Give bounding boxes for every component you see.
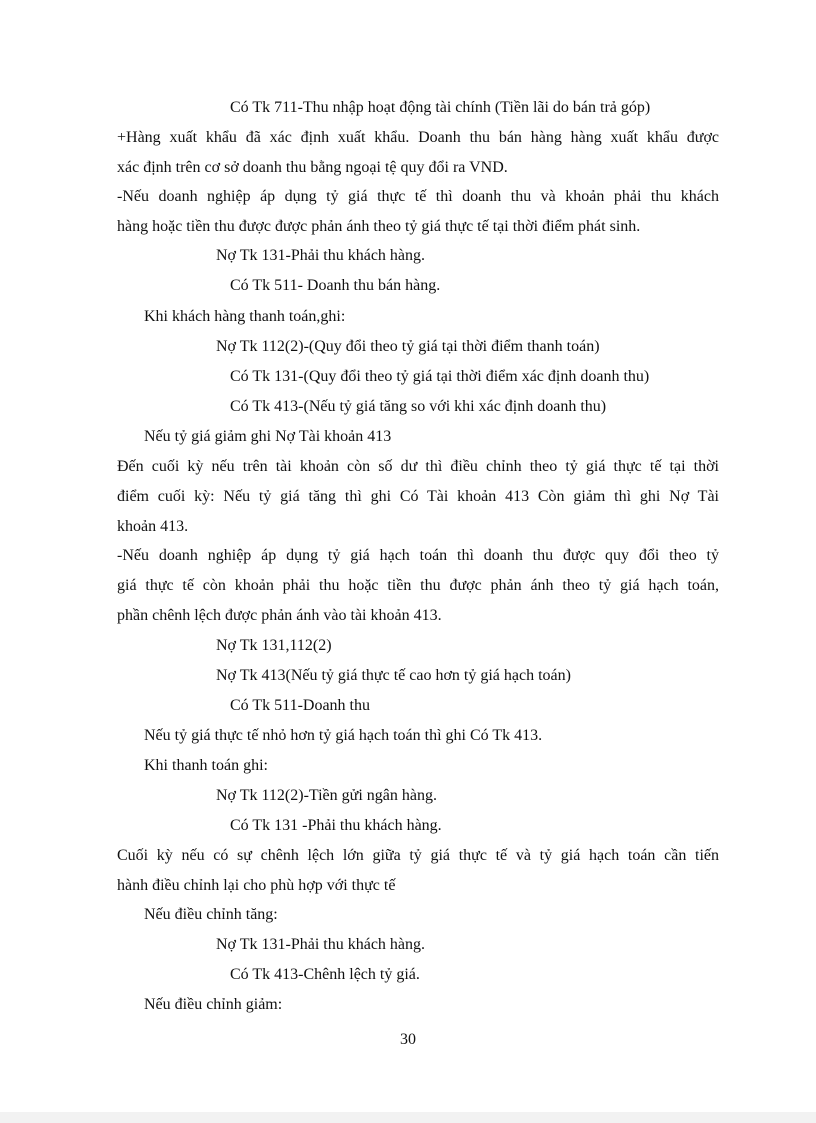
text-line: điểm cuối kỳ: Nếu tỷ giá tăng thì ghi Có Tài khoản 413 Còn giảm thì ghi Nợ Tài (117, 488, 719, 505)
text-line: Cuối kỳ nếu có sự chênh lệch lớn giữa tỷ giá thực tế và tỷ giá hạch toán cần tiến (117, 847, 719, 864)
text-line: Nợ Tk 131-Phải thu khách hàng. (216, 247, 426, 264)
text-line: Nếu điều chỉnh tăng: (144, 906, 278, 923)
text-line: Có Tk 413-Chênh lệch tỷ giá. (230, 966, 420, 983)
text-line: Có Tk 511-Doanh thu (230, 697, 370, 714)
page-bottom-edge (0, 1112, 816, 1123)
text-line: hành điều chỉnh lại cho phù hợp với thực tế (117, 877, 396, 894)
text-line: Nợ Tk 131-Phải thu khách hàng. (216, 936, 426, 953)
text-line: Nợ Tk 112(2)-(Quy đổi theo tỷ giá tại thời điểm thanh toán) (216, 338, 600, 355)
text-line: Nếu tỷ giá giảm ghi Nợ Tài khoản 413 (144, 428, 392, 445)
text-line: Nếu tỷ giá thực tế nhỏ hơn tỷ giá hạch toán thì ghi Có Tk 413. (144, 727, 543, 744)
text-line: -Nếu doanh nghiệp áp dụng tỷ giá thực tế thì doanh thu và khoản phải thu khách (117, 188, 719, 205)
text-line: +Hàng xuất khẩu đã xác định xuất khẩu. Doanh thu bán hàng hàng xuất khẩu được (117, 129, 719, 146)
text-line: Có Tk 511- Doanh thu bán hàng. (230, 277, 441, 294)
text-line: Nợ Tk 413(Nếu tỷ giá thực tế cao hơn tỷ giá hạch toán) (216, 667, 571, 684)
text-line: giá thực tế còn khoản phải thu hoặc tiền thu được phản ánh theo tỷ giá hạch toán, (117, 577, 719, 594)
text-line: Khi khách hàng thanh toán,ghi: (144, 308, 346, 325)
text-line: Có Tk 131-(Quy đổi theo tỷ giá tại thời điểm xác định doanh thu) (230, 368, 650, 385)
page-number: 30 (400, 1031, 416, 1048)
text-line: hàng hoặc tiền thu được được phản ánh theo tỷ giá thực tế tại thời điểm phát sinh. (117, 218, 641, 235)
text-line: Có Tk 413-(Nếu tỷ giá tăng so với khi xác định doanh thu) (230, 398, 607, 415)
text-line: Có Tk 131 -Phải thu khách hàng. (230, 817, 442, 834)
text-line: xác định trên cơ sở doanh thu bằng ngoại tệ quy đổi ra VND. (117, 159, 508, 176)
text-line: khoản 413. (117, 518, 189, 535)
text-line: Nếu điều chỉnh giảm: (144, 996, 283, 1013)
text-line: Có Tk 711-Thu nhập hoạt động tài chính (Tiền lãi do bán trả góp) (230, 99, 651, 116)
text-line: phần chênh lệch được phản ánh vào tài khoản 413. (117, 607, 442, 624)
text-line: Đến cuối kỳ nếu trên tài khoản còn số dư thì điều chỉnh theo tỷ giá thực tế tại thời (117, 458, 719, 475)
text-line: Khi thanh toán ghi: (144, 757, 268, 774)
text-line: Nợ Tk 112(2)-Tiền gửi ngân hàng. (216, 787, 437, 804)
text-line: -Nếu doanh nghiệp áp dụng tỷ giá hạch toán thì doanh thu được quy đổi theo tỷ (117, 547, 719, 564)
text-line: Nợ Tk 131,112(2) (216, 637, 332, 654)
